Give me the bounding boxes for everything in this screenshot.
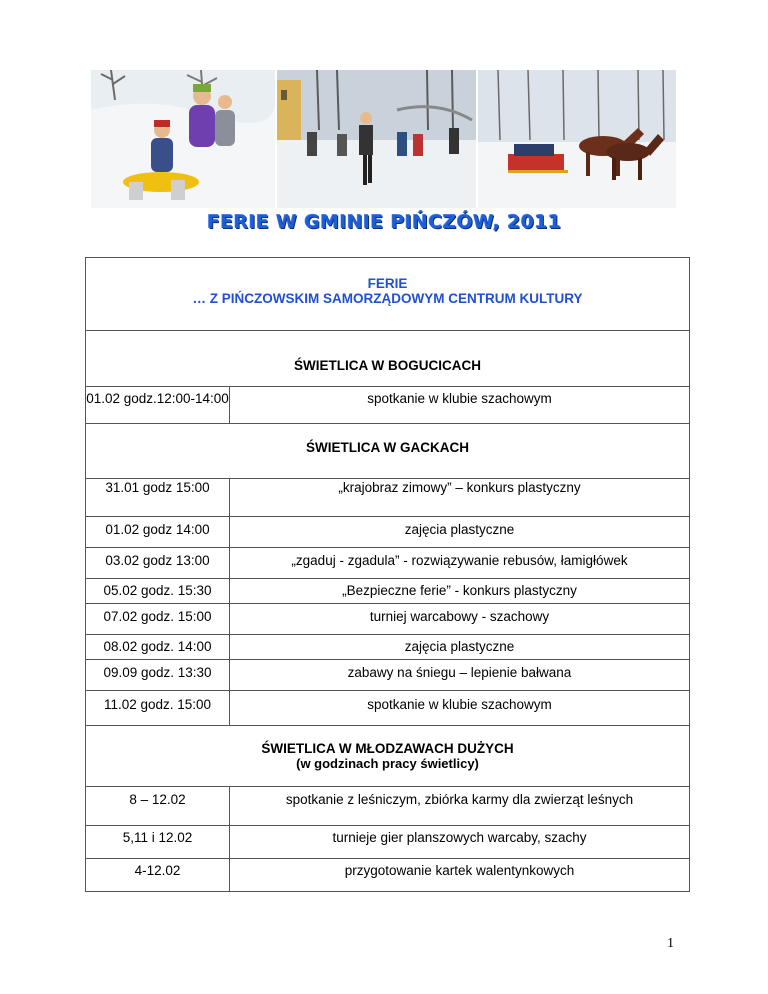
photo-skating-park bbox=[277, 70, 476, 208]
event-cell bbox=[230, 859, 690, 892]
header-line1: FERIE bbox=[367, 276, 408, 291]
page-number: 1 bbox=[667, 936, 674, 951]
table-row bbox=[86, 604, 690, 635]
section-row bbox=[86, 726, 690, 787]
date-text: 01.02 godz.12:00-14:00 bbox=[86, 391, 229, 406]
table-row bbox=[86, 387, 690, 424]
table-row bbox=[86, 517, 690, 548]
event-text: przygotowanie kartek walentynkowych bbox=[344, 863, 575, 878]
event-cell bbox=[230, 787, 690, 826]
event-text: spotkanie w klubie szachowym bbox=[367, 697, 552, 712]
event-cell bbox=[230, 579, 690, 604]
table-row bbox=[86, 691, 690, 726]
header-line2: … Z PIŃCZOWSKIM SAMORZĄDOWYM CENTRUM KULTURY bbox=[192, 291, 583, 306]
event-cell bbox=[230, 387, 690, 424]
date-cell bbox=[86, 579, 230, 604]
date-text: 07.02 godz. 15:00 bbox=[103, 609, 212, 624]
section-subtitle: (w godzinach pracy świetlicy) bbox=[296, 756, 479, 771]
date-cell bbox=[86, 660, 230, 691]
photo-children-sledding bbox=[91, 70, 275, 208]
event-text: turniej warcabowy - szachowy bbox=[369, 609, 550, 624]
date-cell bbox=[86, 479, 230, 517]
event-text: „zgaduj - zgadula” - rozwiązywanie rebusów, łamigłówek bbox=[291, 553, 628, 568]
date-text: 31.01 godz 15:00 bbox=[105, 480, 210, 495]
event-text: spotkanie z leśniczym, zbiórka karmy dla zwierząt leśnych bbox=[285, 792, 634, 807]
section-title: ŚWIETLICA W GACKACH bbox=[306, 440, 469, 455]
date-text: 8 – 12.02 bbox=[129, 792, 186, 807]
date-text: 11.02 godz. 15:00 bbox=[103, 697, 212, 712]
table-row bbox=[86, 579, 690, 604]
table-row bbox=[86, 826, 690, 859]
date-cell bbox=[86, 517, 230, 548]
section-heading-mlodzawy bbox=[86, 726, 690, 787]
event-cell bbox=[230, 548, 690, 579]
photo-horse-sleigh bbox=[478, 70, 676, 208]
section-row bbox=[86, 424, 690, 479]
event-cell bbox=[230, 635, 690, 660]
event-cell bbox=[230, 660, 690, 691]
table-row bbox=[86, 859, 690, 892]
date-cell bbox=[86, 826, 230, 859]
schedule-table bbox=[85, 257, 690, 892]
date-cell bbox=[86, 548, 230, 579]
date-cell bbox=[86, 859, 230, 892]
date-text: 05.02 godz. 15:30 bbox=[103, 583, 212, 598]
date-cell bbox=[86, 387, 230, 424]
event-text: zabawy na śniegu – lepienie bałwana bbox=[347, 665, 572, 680]
event-cell bbox=[230, 517, 690, 548]
date-cell bbox=[86, 691, 230, 726]
section-title: ŚWIETLICA W BOGUCICACH bbox=[294, 358, 481, 373]
date-cell bbox=[86, 604, 230, 635]
page-title: FERIE W GMINIE PIŃCZÓW, 2011 bbox=[206, 211, 562, 233]
event-text: „krajobraz zimowy” – konkurs plastyczny bbox=[338, 480, 581, 495]
event-text: „Bezpieczne ferie” - konkurs plastyczny bbox=[342, 583, 577, 598]
date-text: 01.02 godz 14:00 bbox=[105, 522, 210, 537]
event-cell bbox=[230, 604, 690, 635]
table-row bbox=[86, 479, 690, 517]
table-row bbox=[86, 635, 690, 660]
section-heading-gacki bbox=[86, 424, 690, 479]
section-title: ŚWIETLICA W MŁODZAWACH DUŻYCH bbox=[261, 741, 514, 756]
date-text: 08.02 godz. 14:00 bbox=[103, 639, 212, 654]
photo-collage bbox=[91, 70, 676, 208]
date-text: 5,11 i 12.02 bbox=[122, 830, 193, 845]
event-cell bbox=[230, 826, 690, 859]
event-text: turnieje gier planszowych warcaby, szachy bbox=[332, 830, 587, 845]
section-heading-bogucice bbox=[86, 331, 690, 387]
date-text: 4-12.02 bbox=[134, 863, 181, 878]
event-text: zajęcia plastyczne bbox=[404, 522, 515, 537]
event-cell bbox=[230, 479, 690, 517]
date-text: 03.02 godz 13:00 bbox=[105, 553, 210, 568]
date-text: 09.09 godz. 13:30 bbox=[103, 665, 212, 680]
event-text: zajęcia plastyczne bbox=[404, 639, 515, 654]
table-row bbox=[86, 548, 690, 579]
event-cell bbox=[230, 691, 690, 726]
header-cell bbox=[86, 258, 690, 331]
section-row bbox=[86, 331, 690, 387]
event-text: spotkanie w klubie szachowym bbox=[367, 391, 552, 406]
date-cell bbox=[86, 787, 230, 826]
table-row bbox=[86, 660, 690, 691]
table-row bbox=[86, 787, 690, 826]
date-cell bbox=[86, 635, 230, 660]
header-row bbox=[86, 258, 690, 331]
